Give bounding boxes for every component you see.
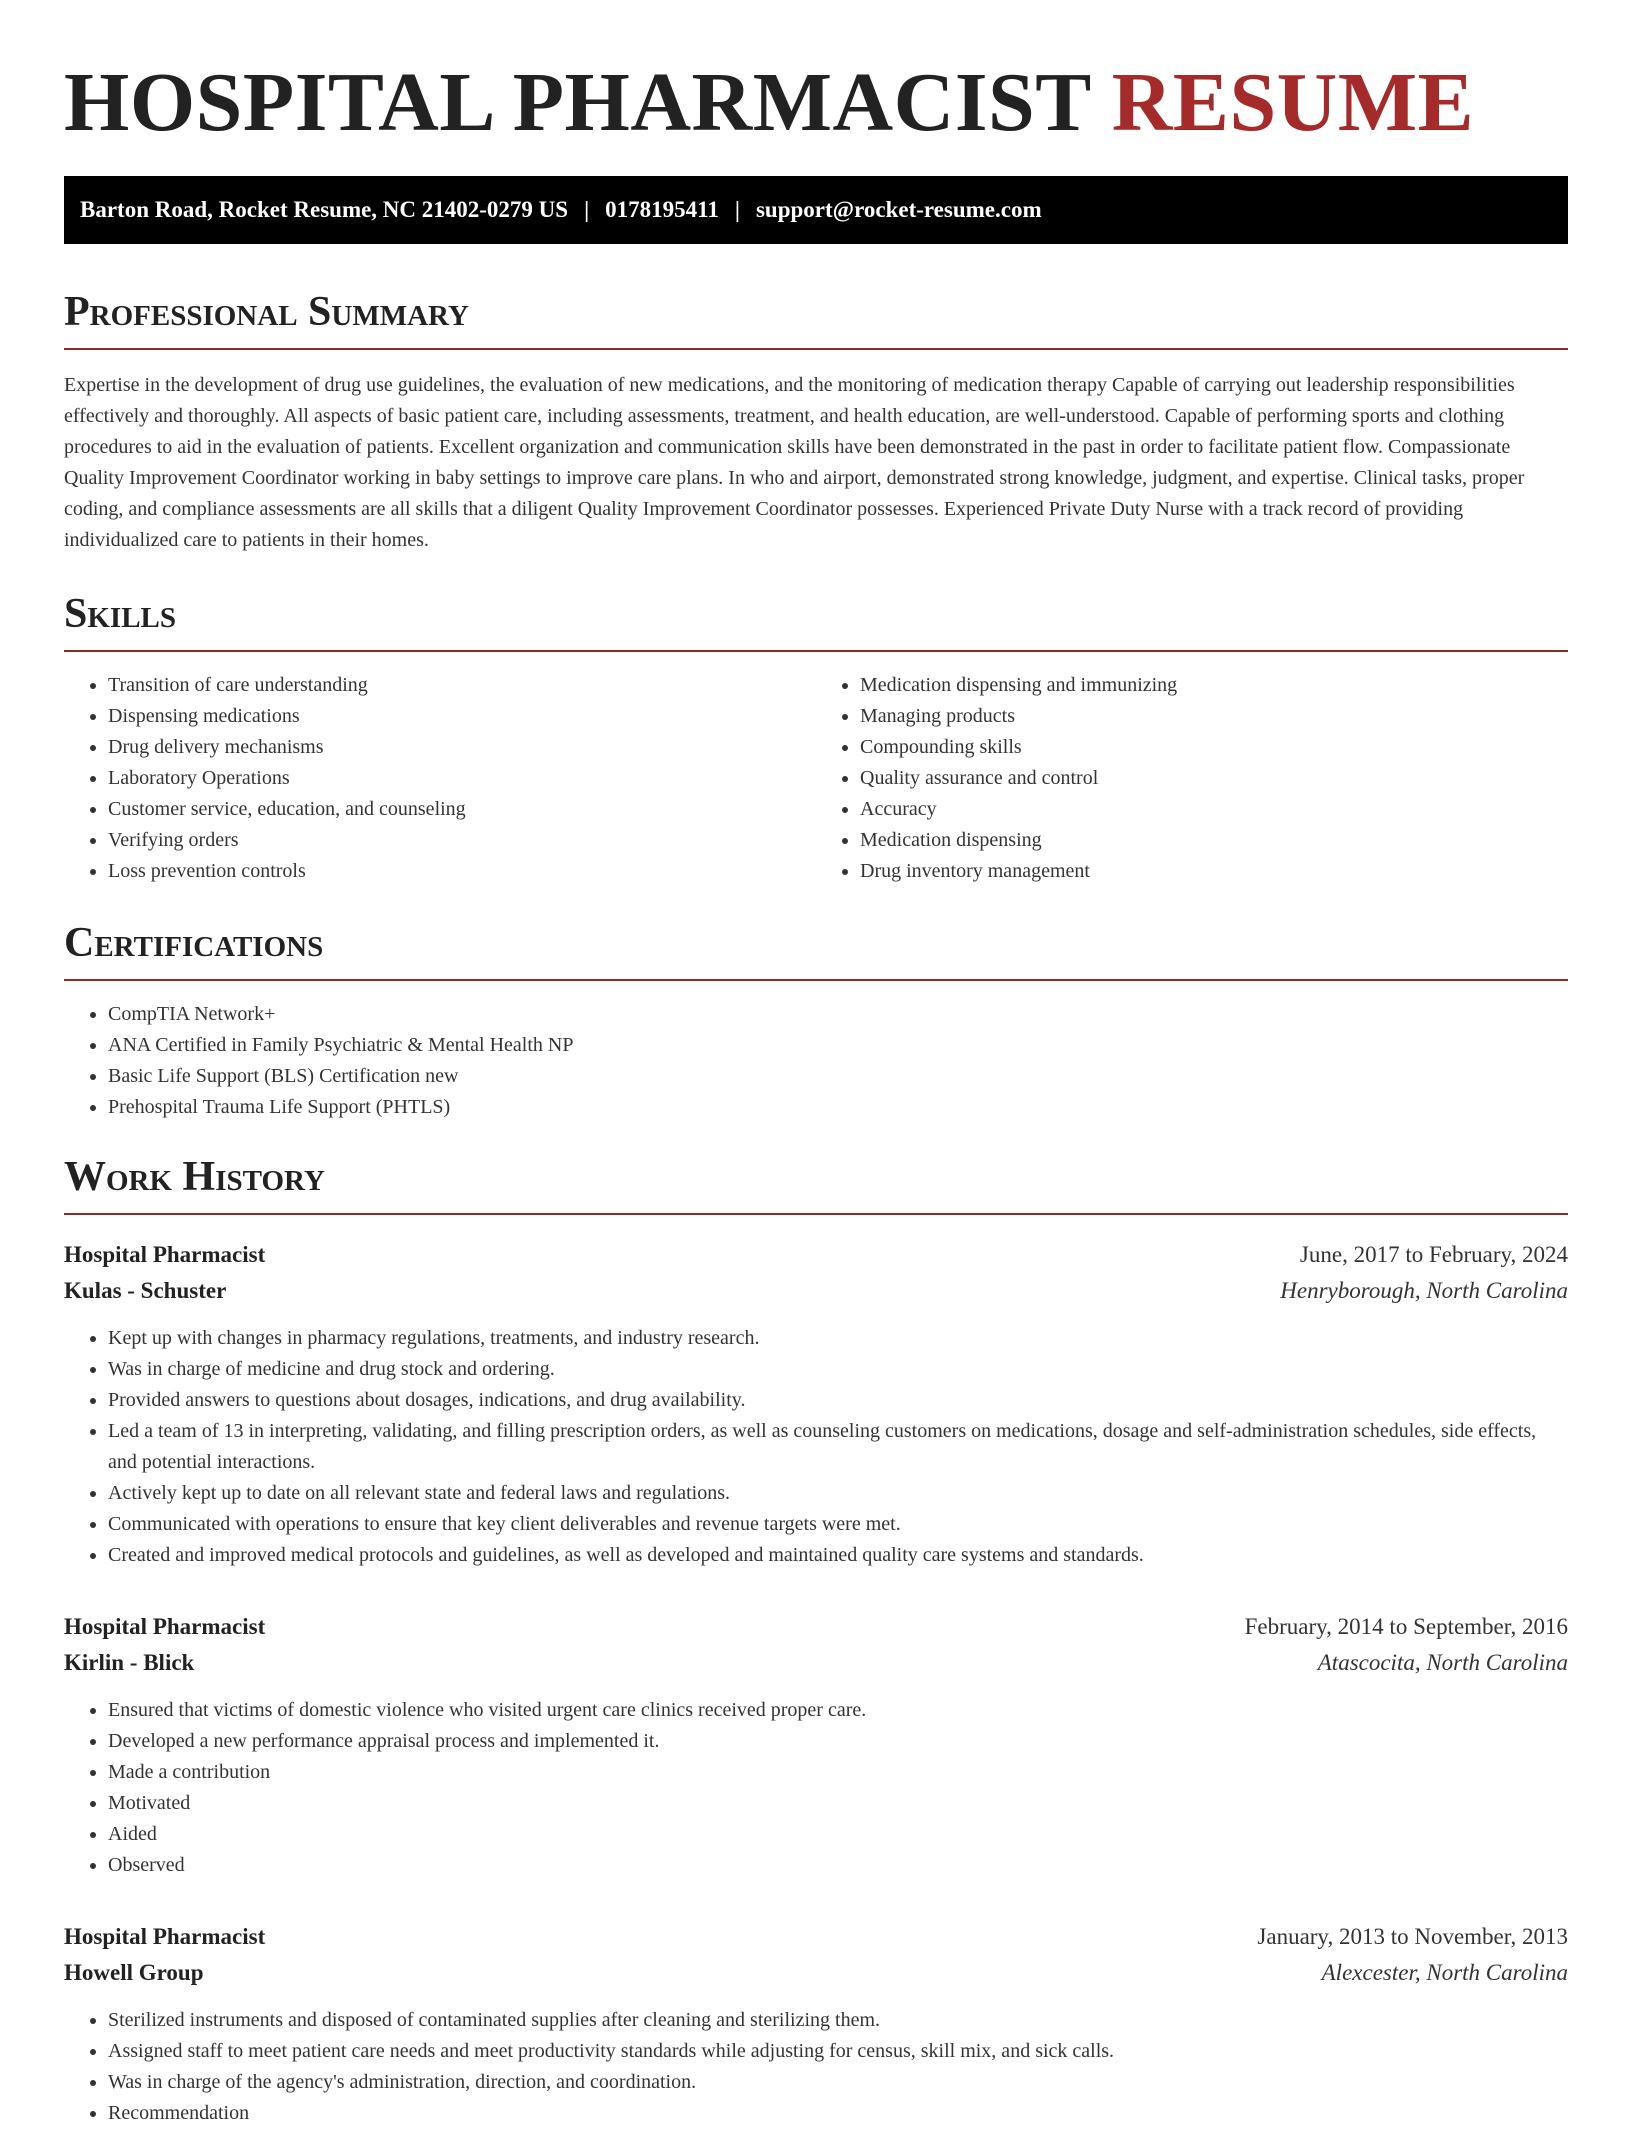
job-bullet: • Recommendation [108, 2098, 1568, 2129]
skill-item: • Customer service, education, and counseling [108, 794, 816, 825]
job-company-row [64, 1273, 1568, 1309]
job-entry [64, 1919, 1568, 2129]
skill-item: • Verifying orders [108, 825, 816, 856]
skill-item: • Laboratory Operations [108, 763, 816, 794]
job-company: Kulas - Schuster [64, 1278, 227, 1303]
job-bullet: • Kept up with changes in pharmacy regulations, treatments, and industry research. [108, 1323, 1568, 1354]
job-header-row [64, 1919, 1568, 1955]
job-header-row [64, 1609, 1568, 1645]
skill-item: • Quality assurance and control [860, 763, 1568, 794]
job-bullet: • Assigned staff to meet patient care needs and meet productivity standards while adjusting for census, skill mix, and sick calls. [108, 2036, 1568, 2067]
contact-separator: | [584, 197, 590, 222]
job-company: Howell Group [64, 1960, 204, 1985]
job-location: Atascocita, North Carolina [1317, 1650, 1568, 1675]
skills-list-right [816, 670, 1568, 887]
job-bullet: • Developed a new performance appraisal process and implemented it. [108, 1726, 1568, 1757]
job-dates: February, 2014 to September, 2016 [1244, 1614, 1568, 1639]
certification-item: • ANA Certified in Family Psychiatric & Mental Health NP [108, 1030, 1568, 1061]
job-responsibilities [64, 2005, 1568, 2129]
skill-item: • Medication dispensing [860, 825, 1568, 856]
job-location: Henryborough, North Carolina [1280, 1278, 1568, 1303]
job-entry [64, 1237, 1568, 1571]
job-header-row [64, 1237, 1568, 1273]
contact-separator: | [734, 197, 740, 222]
job-dates: June, 2017 to February, 2024 [1299, 1242, 1568, 1267]
job-bullet: • Ensured that victims of domestic violence who visited urgent care clinics received proper care. [108, 1695, 1568, 1726]
skill-item: • Managing products [860, 701, 1568, 732]
job-bullet: • Observed [108, 1850, 1568, 1881]
skill-item: • Drug inventory management [860, 856, 1568, 887]
work-history-heading: Work History [64, 1151, 1568, 1215]
contact-phone[interactable]: 0178195411 [605, 197, 719, 222]
contact-bar [64, 176, 1568, 244]
job-company-row [64, 1955, 1568, 1991]
title-accent: RESUME [1111, 56, 1475, 149]
summary-text: Expertise in the development of drug use guidelines, the evaluation of new medications, and the monitoring of medication therapy Capable of carrying out leadership responsibilities effectively and thoroughly. All aspects of basic patient care, including assessments, treatment, and health education, are well-understood. Capable of performing sports and clothing procedures to aid in the evaluation of patients. Excellent organization and communication skills have been demonstrated in the past in order to facilitate patient flow. Compassionate Quality Improvement Coordinator working in baby settings to improve care plans. In who and airport, demonstrated strong knowledge, judgment, and expertise. Clinical tasks, proper coding, and compliance assessments are all skills that a diligent Quality Improvement Coordinator possesses. Experienced Private Duty Nurse with a track record of providing individualized care to patients in their homes. [64, 374, 1525, 551]
job-bullet: • Made a contribution [108, 1757, 1568, 1788]
summary-heading: Professional Summary [64, 286, 1568, 350]
job-bullet: • Aided [108, 1819, 1568, 1850]
skill-item: • Dispensing medications [108, 701, 816, 732]
skill-item: • Transition of care understanding [108, 670, 816, 701]
job-responsibilities [64, 1695, 1568, 1881]
certifications-list [64, 999, 1568, 1123]
job-entry [64, 1609, 1568, 1881]
job-bullet: • Was in charge of medicine and drug stock and ordering. [108, 1354, 1568, 1385]
job-bullet: • Provided answers to questions about dosages, indications, and drug availability. [108, 1385, 1568, 1416]
job-title: Hospital Pharmacist [64, 1242, 266, 1267]
job-bullet: • Actively kept up to date on all relevant state and federal laws and regulations. [108, 1478, 1568, 1509]
job-dates: January, 2013 to November, 2013 [1257, 1924, 1568, 1949]
job-bullet: • Was in charge of the agency's administration, direction, and coordination. [108, 2067, 1568, 2098]
work-history-list [64, 1237, 1568, 2129]
job-bullet: • Communicated with operations to ensure that key client deliverables and revenue targets were met. [108, 1509, 1568, 1540]
skill-item: • Loss prevention controls [108, 856, 816, 887]
page-title [64, 0, 1568, 148]
skill-item: • Accuracy [860, 794, 1568, 825]
skills-list-left [64, 670, 816, 887]
certification-item: • Basic Life Support (BLS) Certification new [108, 1061, 1568, 1092]
job-company-row [64, 1645, 1568, 1681]
certifications-heading: Certifications [64, 917, 1568, 981]
skill-item: • Drug delivery mechanisms [108, 732, 816, 763]
job-title: Hospital Pharmacist [64, 1614, 266, 1639]
contact-address: Barton Road, Rocket Resume, NC 21402-0279 US [80, 197, 569, 222]
job-responsibilities [64, 1323, 1568, 1571]
job-bullet: • Led a team of 13 in interpreting, validating, and filling prescription orders, as well as counseling customers on medications, dosage and self-administration schedules, side effects, and potential interactions. [108, 1416, 1568, 1478]
certification-item: • CompTIA Network+ [108, 999, 1568, 1030]
title-main: HOSPITAL PHARMACIST [64, 56, 1091, 149]
job-bullet: • Motivated [108, 1788, 1568, 1819]
job-title: Hospital Pharmacist [64, 1924, 266, 1949]
skills-heading: Skills [64, 588, 1568, 652]
job-bullet: • Created and improved medical protocols and guidelines, as well as developed and maintained quality care systems and standards. [108, 1540, 1568, 1571]
skills-grid [64, 670, 1568, 887]
skill-item: • Medication dispensing and immunizing [860, 670, 1568, 701]
job-company: Kirlin - Blick [64, 1650, 195, 1675]
skill-item: • Compounding skills [860, 732, 1568, 763]
contact-email[interactable]: support@rocket-resume.com [755, 197, 1042, 222]
job-location: Alexcester, North Carolina [1321, 1960, 1568, 1985]
certification-item: • Prehospital Trauma Life Support (PHTLS) [108, 1092, 1568, 1123]
job-bullet: • Sterilized instruments and disposed of contaminated supplies after cleaning and sterilizing them. [108, 2005, 1568, 2036]
